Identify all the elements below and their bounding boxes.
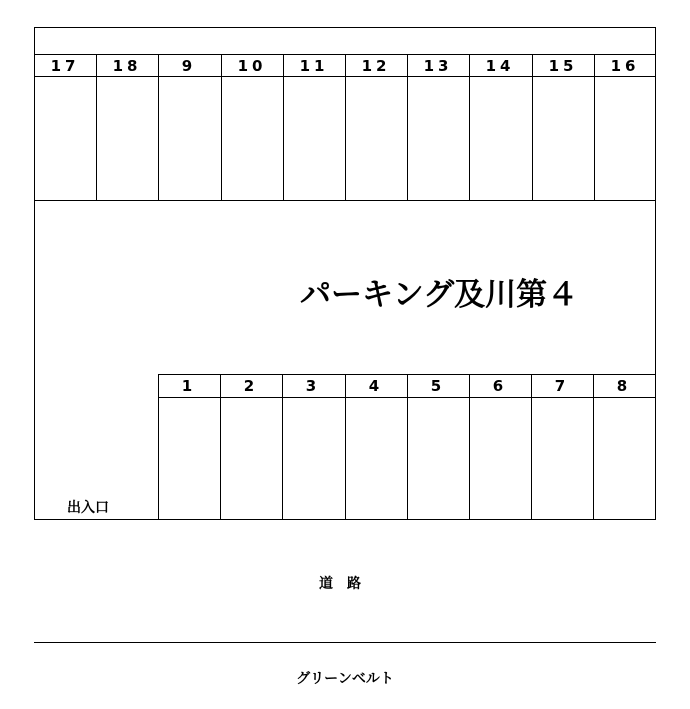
bottom-stall-number: 2 [243,377,259,395]
bottom-stall-number: 1 [181,377,197,395]
top-stall-number: 13 [423,57,453,75]
road-edge-line [34,642,656,643]
bottom-stall-number: 6 [492,377,508,395]
lot-title: パーキング及川第４ [300,277,579,313]
top-stall-number: 18 [112,57,142,75]
top-stall-number: 12 [361,57,391,75]
entrance-label: 出入口 [67,500,109,516]
bottom-stall-number: 7 [554,377,570,395]
top-stall-number: 14 [485,57,515,75]
top-row-bottom-line [34,200,656,201]
top-stall-number: 10 [237,57,267,75]
top-stall-number: 15 [548,57,578,75]
top-stall-number: 17 [50,57,80,75]
bottom-stall-number: 4 [368,377,384,395]
top-stall-number: 9 [181,57,197,75]
green-belt-label: グリーンベルト [296,671,394,687]
bottom-stall-number: 5 [430,377,446,395]
road-label: 道 路 [319,576,361,592]
bottom-stall-number: 8 [616,377,632,395]
top-stall-number: 11 [299,57,329,75]
bottom-stall-number: 3 [305,377,321,395]
top-stall-number: 16 [610,57,640,75]
